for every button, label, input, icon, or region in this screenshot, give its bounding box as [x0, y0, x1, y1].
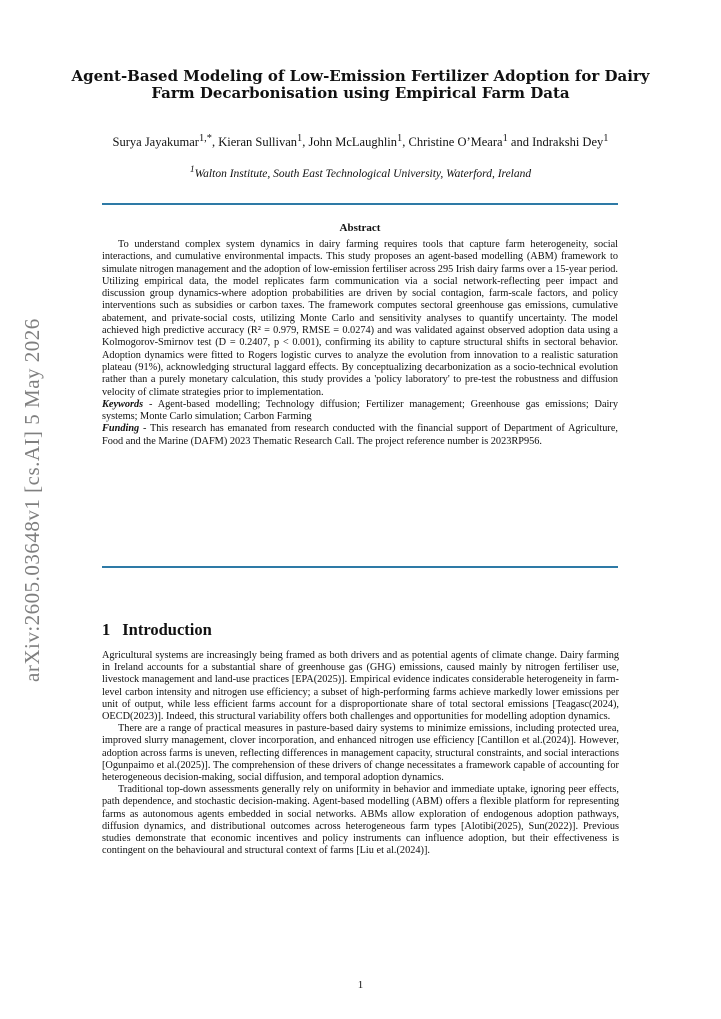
author: John McLaughlin$^1$ — [308, 133, 403, 150]
body-paragraph: Agricultural systems are increasingly being framed as both drivers and as potential agents of climate change. Dairy farming in Ireland accounts for a substantial share of greenhouse gas (GHG) emissions, caused mainly by nitrogen fertiliser use, livestock management and land-use practices [EPA(2025)]. Empirical evidence indicates considerable heterogeneity in farm-level carbon intensity and nitrogen use efficiency; a subset of high-performing farms achieve markedly lower emissions per unit of output, while less efficient farms account for a disproportionate share of total sectoral emissions [Teagasc(2024), OECD(2023)]. Indeed, this structural variability offers both challenges and opportunities for modelling adoption dynamics. — [102, 650, 619, 723]
bottom-divider — [102, 566, 618, 568]
body-paragraph: Traditional top-down assessments generally rely on uniformity in behavior and immediate uptake, ignoring peer effects, path dependence, and stochastic decision-making. Agent-based modelling (ABM) offers a flexible platform for representing farms as autonomous agents embedded in social networks. ABMs allow exploration of endogenous adoption pathways, diffusion dynamics, and distributional outcomes across heterogeneous farm types [Alotibi(2025), Sun(2022)]. Previous studies demonstrate that economic incentives and policy instruments can influence adoption, but their effectiveness is contingent on the behavioural and structural context of farms [Liu et al.(2024)]. — [102, 784, 619, 857]
funding-line — [102, 423, 618, 448]
abstract-text: To understand complex system dynamics in dairy farming requires tools that capture farm heterogeneity, social interactions, and cumulative environmental impacts. This study proposes an agent-based modelling (ABM) framework to simulate nitrogen management and the adoption of low-emission fertiliser across 295 Irish dairy farms over a 15-year period. Utilizing empirical data, the model replicates farm communication via a social network-reflecting peer impact and discussion group dynamics-where adoption probabilities are driven by social contagion, farm-scale factors, and policy interventions such as subsidies or carbon taxes. The framework computes sectoral greenhouse gas emissions, cumulative abatement, and private-social costs, utilizing Monte Carlo and sensitivity analyses to quantify uncertainty. The model achieved high predictive accuracy (R² = 0.979, RMSE = 0.0274) and was validated against observed adoption data using a Kolmogorov-Smirnov test (D = 0.2407, p < 0.001), confirming its ability to capture structural shifts in sectoral behavior. Adoption dynamics were fitted to Rogers logistic curves to analyze the evolution from innovation to a realistic saturation plateau (91%), acknowledging structural laggard effects. By conceptualizing decarbonization as a socio-technical evolution rather than a purely monetary calculation, this study provides a 'policy laboratory' to pre-test the robustness and diffusion velocity of climate strategies prior to implementation. — [102, 239, 618, 398]
section-title: Introduction — [122, 620, 212, 639]
keywords-text: - Agent-based modelling; Technology diffusion; Fertilizer management; Greenhouse gas emissions; Dairy systems; Monte Carlo simulation; Carbon Farming — [102, 398, 618, 423]
funding-text: - This research has emanated from research conducted with the financial support of Department of Agriculture, Food and the Marine (DAFM) 2023 Thematic Research Call. The project reference number is 2023RP956. — [102, 423, 618, 447]
keywords-line — [102, 399, 618, 424]
arxiv-identifier[interactable]: arXiv:2605.03648v1 [cs.AI] 5 May 2026 — [20, 318, 44, 682]
abstract-block — [102, 239, 618, 448]
keywords-label: Keywords — [102, 398, 144, 410]
top-divider — [102, 203, 618, 205]
paper-title: Agent-Based Modeling of Low-Emission Fertilizer Adoption for Dairy Farm Decarbonisation using Empirical Farm Data — [71, 67, 650, 102]
funding-label: Funding — [102, 423, 140, 435]
author-list: Surya Jayakumar$^{1,*}$, Kieran Sullivan$^1$, John McLaughlin$^1$, Christine O’Meara$^1$ and Indrakshi Dey$^1$ — [112, 133, 609, 150]
section-body — [102, 650, 619, 857]
author: Christine O’Meara$^1$ — [408, 133, 508, 150]
section-heading — [102, 620, 212, 640]
author: Kieran Sullivan$^1$ — [218, 133, 303, 150]
body-paragraph: There are a range of practical measures in pasture-based dairy systems to minimize emissions, including protected urea, improved slurry management, clover incorporation, and enhanced nitrogen use efficiency [Cantillon et al.(2024)]. However, adoption across farms is uneven, reflecting differences in management capacity, structural constraints, and social interactions [Ogunpaimo et al.(2025)]. The comprehension of these drivers of change necessitates a framework capable of accounting for heterogeneous decision-making, social diffusion, and temporal adoption dynamics. — [102, 723, 619, 784]
affiliation: $^1$Walton Institute, South East Technological University, Waterford, Ireland — [189, 164, 532, 180]
author: Indrakshi Dey$^1$ — [532, 133, 609, 150]
author: Surya Jayakumar$^{1,*}$ — [112, 133, 212, 150]
page-number: 1 — [357, 979, 364, 991]
abstract-heading: Abstract — [339, 222, 381, 234]
section-number: 1 — [102, 620, 111, 639]
